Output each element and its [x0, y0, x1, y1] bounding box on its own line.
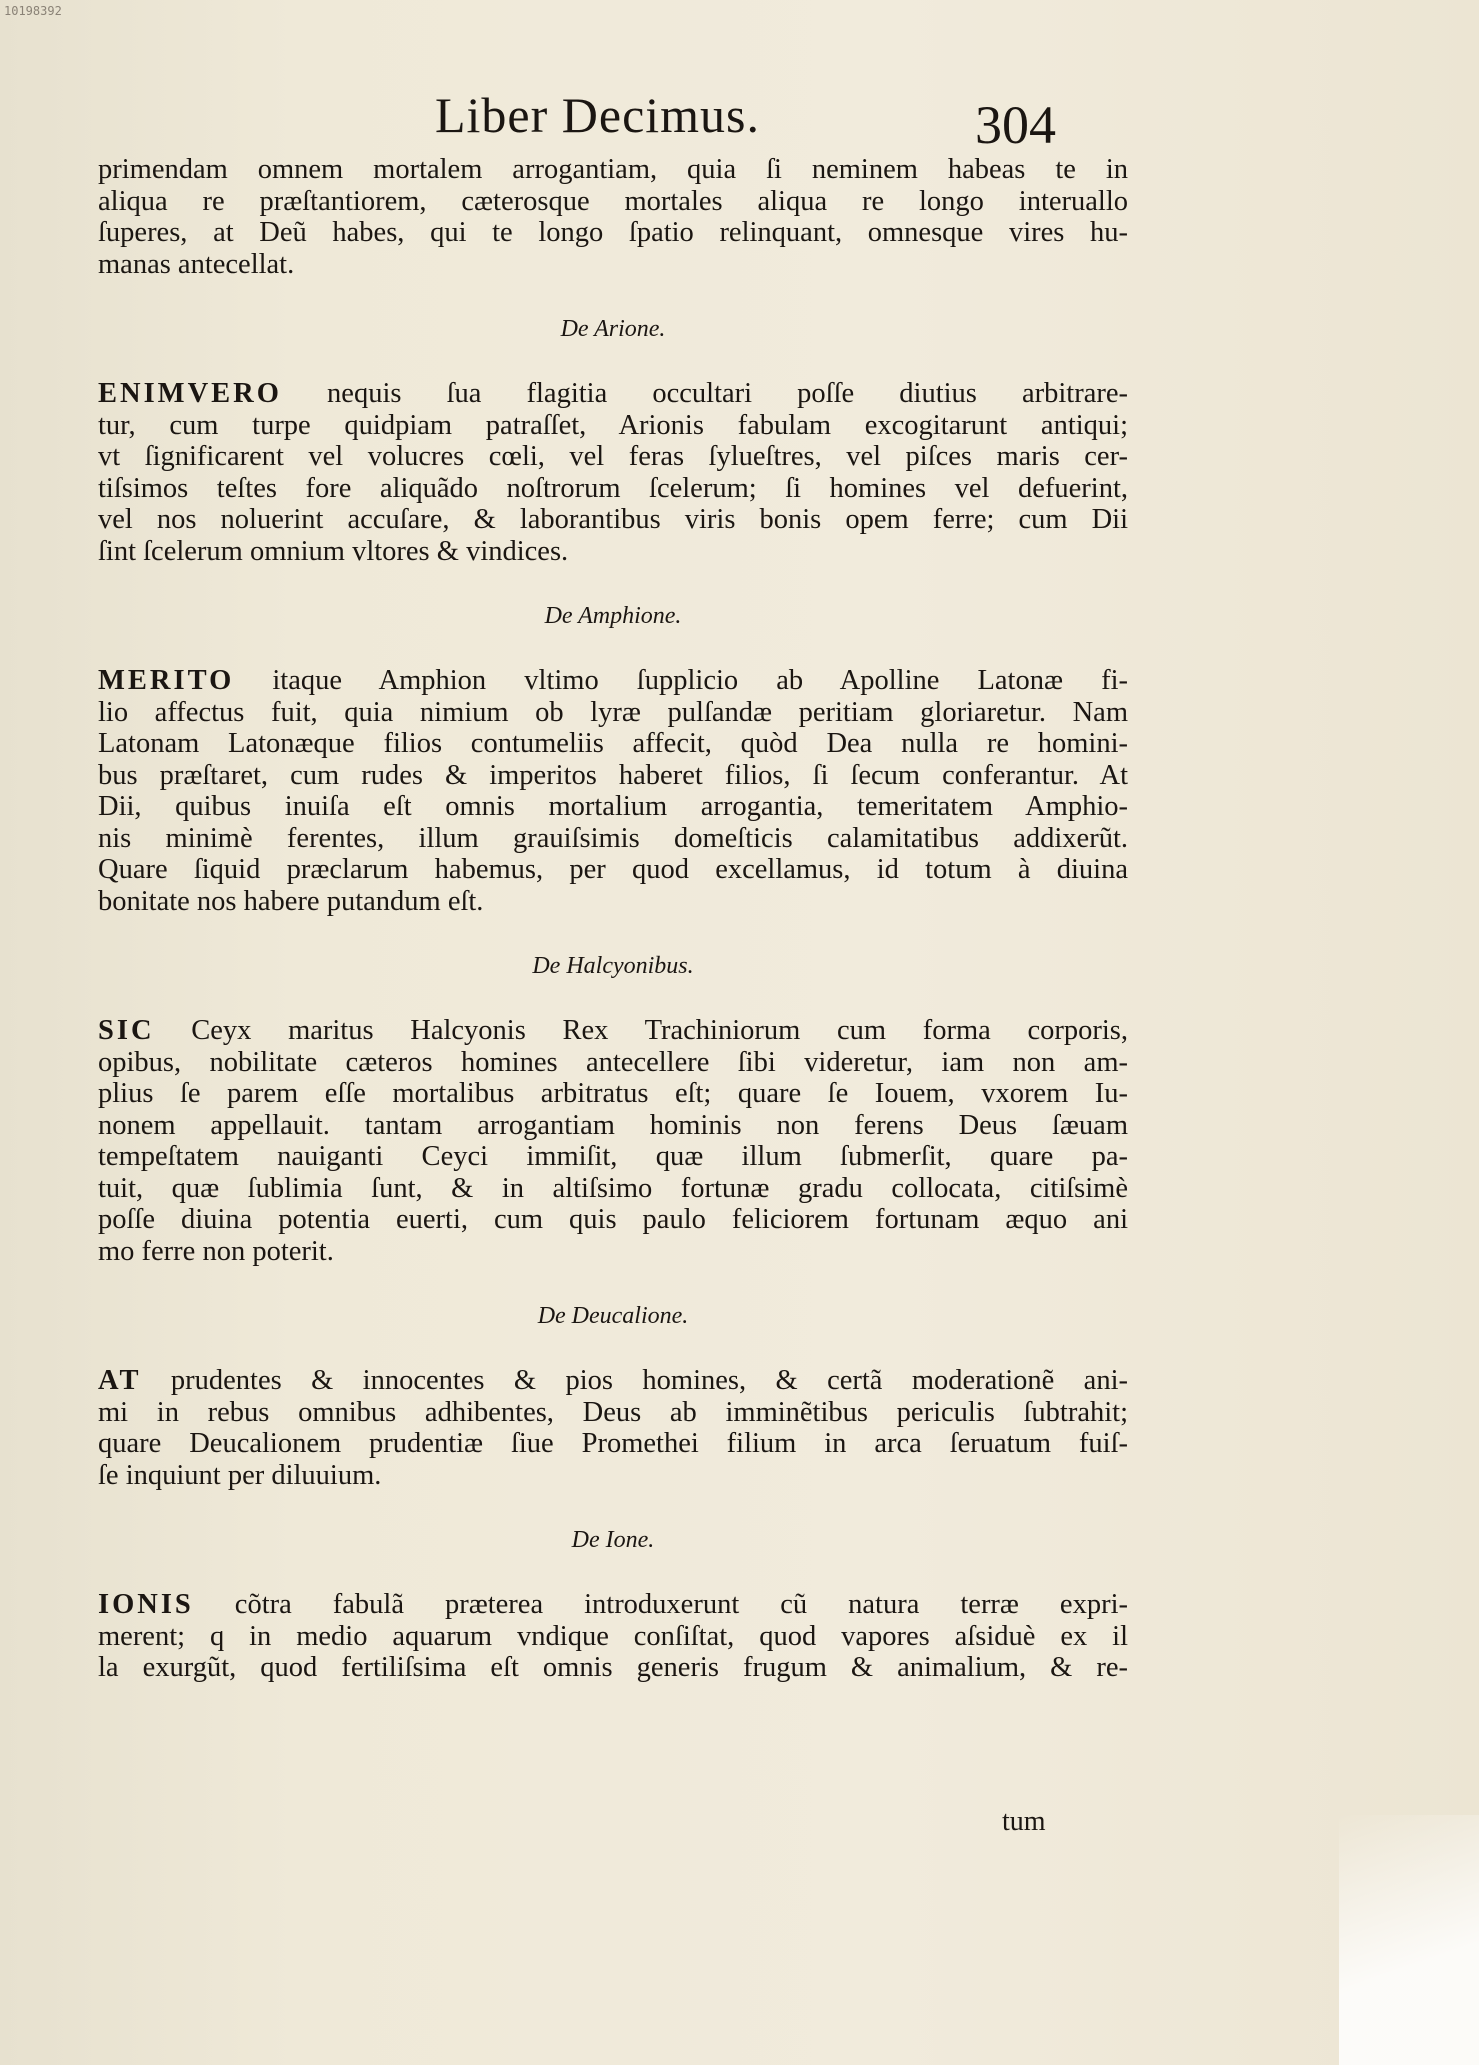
paragraph-deucalion: [98, 1365, 1128, 1491]
text-line: mi in rebus omnibus adhibentes, Deus ab imminẽtibus periculis ſubtrahit;: [98, 1396, 1128, 1428]
lead-word: ENIMVERO: [98, 378, 282, 409]
lead-word: AT: [98, 1365, 142, 1396]
text-line: ENIMVERO nequis ſua flagitia occultari poſſe diutius arbitrare-: [98, 378, 1128, 409]
lead-word: MERITO: [98, 665, 235, 696]
lead-word: IONIS: [98, 1589, 194, 1620]
text-line: bus præſtaret, cum rudes & imperitos haberet filios, ſi ſecum conferantur. At: [98, 759, 1128, 791]
page-corner-damage: [1339, 1815, 1479, 2065]
section-heading-io: De Ione.: [571, 1527, 655, 1553]
text-line: opibus, nobilitate cæteros homines antecellere ſibi videretur, iam non am-: [98, 1046, 1128, 1078]
text-line: lio affectus fuit, quia nimium ob lyræ pulſandæ peritiam gloriaretur. Nam: [98, 696, 1128, 728]
text-line: quare Deucalionem prudentiæ ſiue Promethei filium in arca ſeruatum fuiſ-: [98, 1428, 1128, 1459]
running-title: Liber Decimus.: [435, 87, 761, 143]
text-line: primendam omnem mortalem arrogantiam, quia ſi neminem habeas te in: [98, 154, 1128, 185]
text-line: ſuperes, at Deũ habes, qui te longo ſpatio relinquant, omnesque vires hu-: [98, 217, 1128, 248]
scan-id: 10198392: [4, 4, 62, 18]
section-heading-arion: De Arione.: [560, 316, 666, 342]
paragraph-halcyon: [98, 1015, 1128, 1267]
text-line: la exurgũt, quod fertiliſsima eſt omnis generis frugum & animalium, & re-: [98, 1652, 1128, 1683]
text-line: SIC Ceyx maritus Halcyonis Rex Trachiniorum cum forma corporis,: [98, 1015, 1128, 1046]
text-line: merent; q in medio aquarum vndique conſiſtat, quod vapores aſsiduè ex il: [98, 1620, 1128, 1652]
text-line: tempeſtatem nauiganti Ceyci immiſit, quæ illum ſubmerſit, quare pa-: [98, 1141, 1128, 1172]
text-line: tuit, quæ ſublimia ſunt, & in altiſsimo fortunæ gradu collocata, citiſsimè: [98, 1172, 1128, 1204]
text-line: bonitate nos habere putandum eſt.: [98, 885, 484, 917]
text-line: vt ſignificarent vel volucres cœli, vel feras ſylueſtres, vel piſces maris cer-: [98, 441, 1128, 472]
text-line: Quare ſiquid præclarum habemus, per quod excellamus, id totum à diuina: [98, 854, 1128, 885]
paragraph-arion: [98, 378, 1128, 567]
text-line: Dii, quibus inuiſa eſt omnis mortalium arrogantia, temeritatem Amphio-: [98, 791, 1128, 822]
text-line: tur, cum turpe quidpiam patraſſet, Arionis fabulam excogitarunt antiqui;: [98, 409, 1128, 441]
text-line: nis minimè ferentes, illum grauiſsimis domeſticis calamitatibus addixerũt.: [98, 822, 1128, 854]
text-line: mo ferre non poterit.: [98, 1235, 334, 1267]
text-line: poſſe diuina potentia euerti, cum quis paulo feliciorem fortunam æquo ani: [98, 1204, 1128, 1235]
text-line: ſint ſcelerum omnium vltores & vindices.: [98, 535, 569, 567]
text-line: plius ſe parem eſſe mortalibus arbitratus eſt; quare ſe Iouem, vxorem Iu-: [98, 1078, 1128, 1109]
section-heading-halcyon: De Halcyonibus.: [532, 953, 694, 979]
text-line: IONIS cõtra fabulã præterea introduxerunt cũ natura terræ expri-: [98, 1589, 1128, 1620]
intro-paragraph: [98, 154, 1128, 280]
text-line: ſe inquiunt per diluuium.: [98, 1459, 382, 1491]
page-number: 304: [975, 95, 1056, 155]
text-line: aliqua re præſtantiorem, cæterosque mortales aliqua re longo interuallo: [98, 185, 1128, 217]
text-block: [98, 154, 1128, 1684]
section-heading-amphion: De Amphione.: [544, 603, 682, 629]
text-line: vel nos noluerint accuſare, & laborantibus viris bonis opem ferre; cum Dii: [98, 504, 1128, 535]
text-line: Latonam Latonæque filios contumeliis affecit, quòd Dea nulla re homini-: [98, 728, 1128, 759]
catchword: tum: [1002, 1806, 1046, 1837]
page-header: [0, 80, 1479, 160]
lead-word: SIC: [98, 1015, 155, 1046]
text-line: AT prudentes & innocentes & pios homines, & certã moderationẽ ani-: [98, 1365, 1128, 1396]
text-line: MERITO itaque Amphion vltimo ſupplicio ab Apolline Latonæ fi-: [98, 665, 1128, 696]
text-line: manas antecellat.: [98, 248, 295, 280]
text-line: tiſsimos teſtes fore aliquãdo noſtrorum ſcelerum; ſi homines vel defuerint,: [98, 472, 1128, 504]
paragraph-io: [98, 1589, 1128, 1684]
text-line: nonem appellauit. tantam arrogantiam hominis non ferens Deus ſæuam: [98, 1109, 1128, 1141]
paragraph-amphion: [98, 665, 1128, 917]
section-heading-deucalion: De Deucalione.: [537, 1303, 689, 1329]
